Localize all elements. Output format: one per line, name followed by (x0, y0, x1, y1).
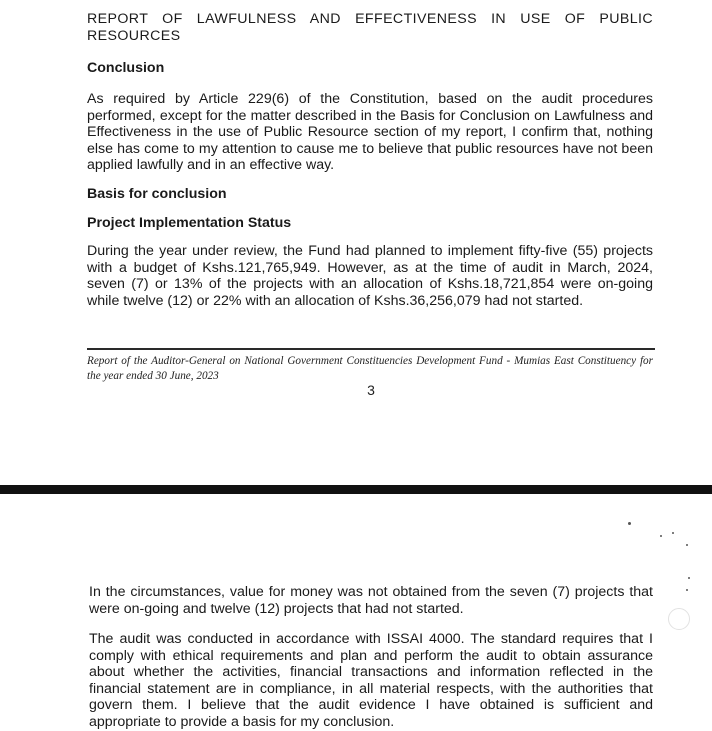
scan-speck (628, 522, 631, 525)
audit-standard-paragraph: The audit was conducted in accordance with ISSAI 4000. The standard requires that I comply with ethical requirements and plan and perform the audit to obtain assurance about whether the activities, financial transactions and information reflected in the financial statement are in compliance, in all material respects, with the authorities that govern them. I believe that the audit evidence I have obtained is sufficient and appropriate to provide a basis for my conclusion. (89, 631, 653, 730)
project-status-heading: Project Implementation Status (87, 215, 292, 231)
scan-speck (686, 544, 688, 546)
circumstances-paragraph: In the circumstances, value for money was not obtained from the seven (7) projects that were on-going and twelve (12) projects that had not started. (89, 584, 653, 617)
scan-speck (660, 535, 662, 537)
scan-speck (672, 532, 674, 534)
project-status-paragraph: During the year under review, the Fund had planned to implement fifty-five (55) projects with a budget of Kshs.121,765,949. However, as at the time of audit in March, 2024, seven (7) or 13% of the projects with an allocation of Kshs.18,721,854 were on-going while twelve (12) or 22% with an allocation of Kshs.36,256,079 had not started. (87, 243, 653, 309)
scan-speck (686, 589, 688, 591)
section-title: REPORT OF LAWFULNESS AND EFFECTIVENESS IN USE OF PUBLIC RESOURCES (87, 11, 653, 44)
page-footer: Report of the Auditor-General on National Government Constituencies Development Fund - Mumias East Constituency for the year ended 30 June, 2023 (87, 355, 653, 382)
scan-speck (688, 577, 690, 579)
basis-heading: Basis for conclusion (87, 186, 227, 202)
document-page-2 (0, 494, 712, 728)
footer-divider (87, 348, 655, 350)
page-number: 3 (367, 382, 375, 398)
page-separator (0, 485, 712, 494)
conclusion-paragraph: As required by Article 229(6) of the Constitution, based on the audit procedures performed, except for the matter described in the Basis for Conclusion on Lawfulness and Effectiveness in the use of Public Resource section of my report, I confirm that, nothing else has come to my attention to cause me to believe that public resources have not been applied lawfully and in an effective way. (87, 91, 653, 174)
conclusion-heading: Conclusion (87, 60, 165, 76)
scan-mark (668, 608, 690, 630)
